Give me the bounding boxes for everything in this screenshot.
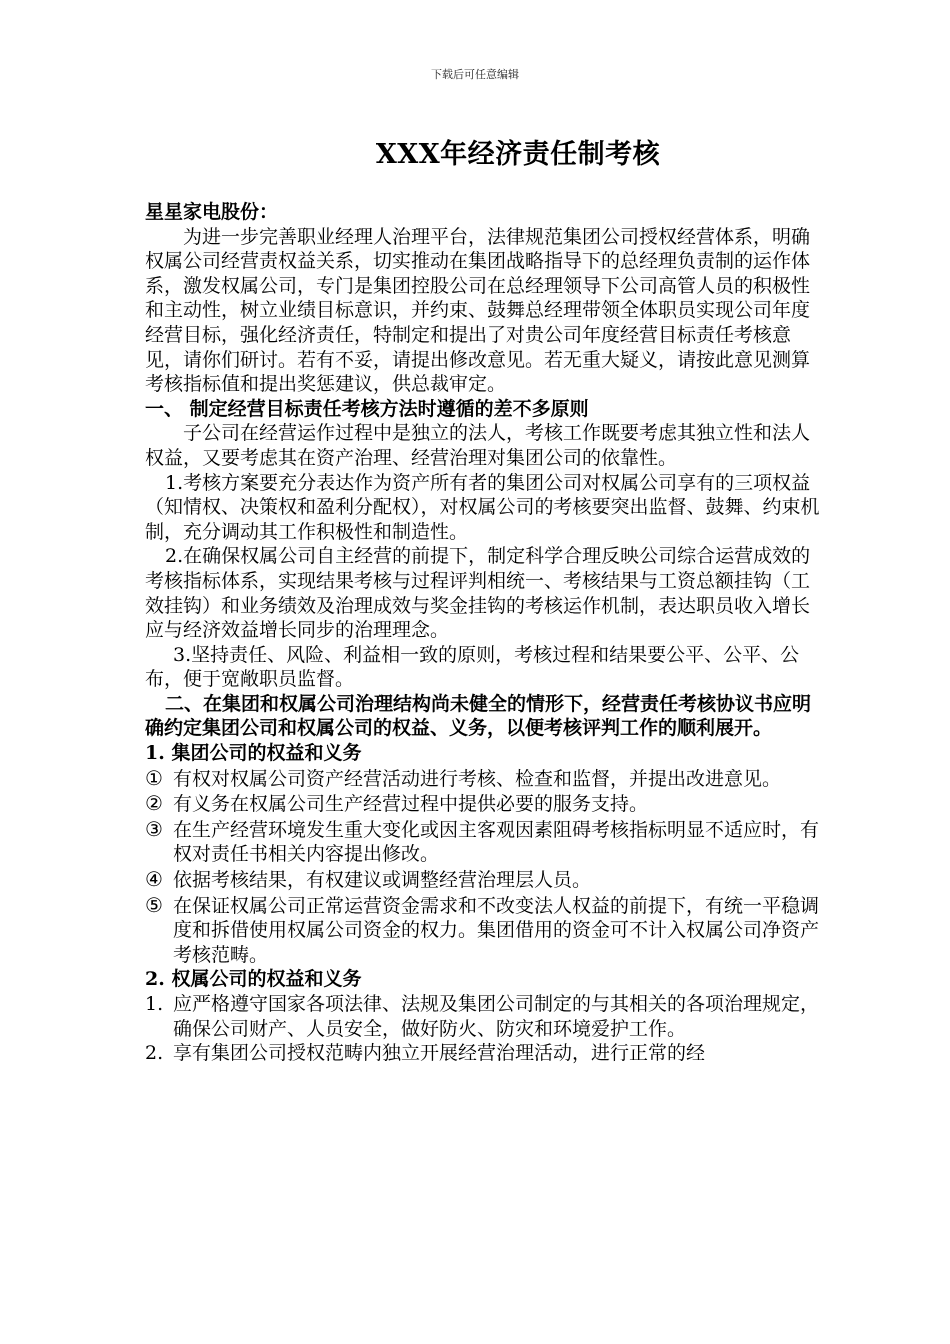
list-item-text: 在生产经营环境发生重大变化或因主客观因素阻碍考核指标明显不适应时，有权对责任书相关内容提出修改。 [173,818,820,866]
list-item [145,817,820,867]
document-title: XXX年经济责任制考核 [375,139,661,170]
principle-item: 1.考核方案要充分表达作为资产所有者的集团公司对权属公司享有的三项权益（知情权、决策权和盈利分配权），对权属公司的考核要突出监督、鼓舞、约束机制，充分调动其工作积极性和制造性。 [145,471,820,543]
list-item-text: 依据考核结果，有权建议或调整经营治理层人员。 [173,869,592,892]
intro-paragraph: 为进一步完善职业经理人治理平台，法律规范集团公司授权经营体系，明确权属公司经营责权益关系，切实推动在集团战略指导下的总经理负责制的运作体系，激发权属公司，专门是集团控股公司在总经理领导下公司高管人员的积极性和主动性，树立业绩目标意识，并约束、鼓舞总经理带领全体职员实现公司年度经营目标，强化经济责任，特制定和提出了对贵公司年度经营目标责任考核意见，请你们研讨。若有不妥，请提出修改意见。若无重大疑义，请按此意见测算考核指标值和提出奖惩建议，供总裁审定。 [145,225,811,396]
section1-paragraph: 子公司在经营运作过程中是独立的法人，考核工作既要考虑其独立性和法人权益，又要考虑其在资产治理、经营治理对集团公司的依靠性。 [145,422,811,469]
list-item [145,893,820,968]
sub2-heading: 2. 权属公司的权益和义务 [145,968,362,991]
list-marker: 1. [145,993,164,1015]
list-marker: ② [145,791,163,816]
list-item-text: 享有集团公司授权范畴内独立开展经营治理活动，进行正常的经 [173,1042,706,1065]
list-item [145,766,820,792]
salutation: 星星家电股份： [145,201,279,223]
list-item-text: 有义务在权属公司生产经营过程中提供必要的服务支持。 [173,793,649,816]
document-body [145,200,820,1066]
list-marker: ① [145,765,163,790]
list-item [145,992,820,1041]
list-item-text: 有权对权属公司资产经营活动进行考核、检查和监督，并提出改进意见。 [173,767,782,790]
section1-heading: 一、 制定经营目标责任考核方法时遵循的差不多原则 [145,397,589,420]
sub1-heading: 1. 集团公司的权益和义务 [145,742,362,765]
list-item [145,867,820,893]
list-item-text: 在保证权属公司正常运营资金需求和不改变法人权益的前提下，有统一平稳调度和拆借使用权属公司资金的权力。集团借用的资金可不计入权属公司净资产考核范畴。 [173,894,820,966]
list-marker: ③ [145,816,163,841]
list-item [145,791,820,817]
list-marker: 2. [145,1042,164,1065]
list-marker: ④ [145,867,163,892]
page-header: 下载后可任意编辑 [431,68,519,81]
list-item [145,1041,820,1066]
list-item-text: 应严格遵守国家各项法律、法规及集团公司制定的与其相关的各项治理规定，确保公司财产、人员安全，做好防火、防灾和环境爱护工作。 [173,993,820,1040]
section2-heading: 二、在集团和权属公司治理结构尚未健全的情形下，经营责任考核协议书应明确约定集团公司和权属公司的权益、义务，以便考核评判工作的顺利展开。 [145,692,812,740]
principle-item: 3.坚持责任、风险、利益相一致的原则，考核过程和结果要公平、公平、公布，便于宽敞职员监督。 [145,643,800,691]
list-marker: ⑤ [145,892,163,917]
principle-item: 2.在确保权属公司自主经营的前提下，制定科学合理反映公司综合运营成效的考核指标体系，实现结果考核与过程评判相统一、考核结果与工资总额挂钩（工效挂钩）和业务绩效及治理成效与奖金挂钩的考核运作机制，表达职员收入增长应与经济效益增长同步的治理理念。 [145,545,811,642]
